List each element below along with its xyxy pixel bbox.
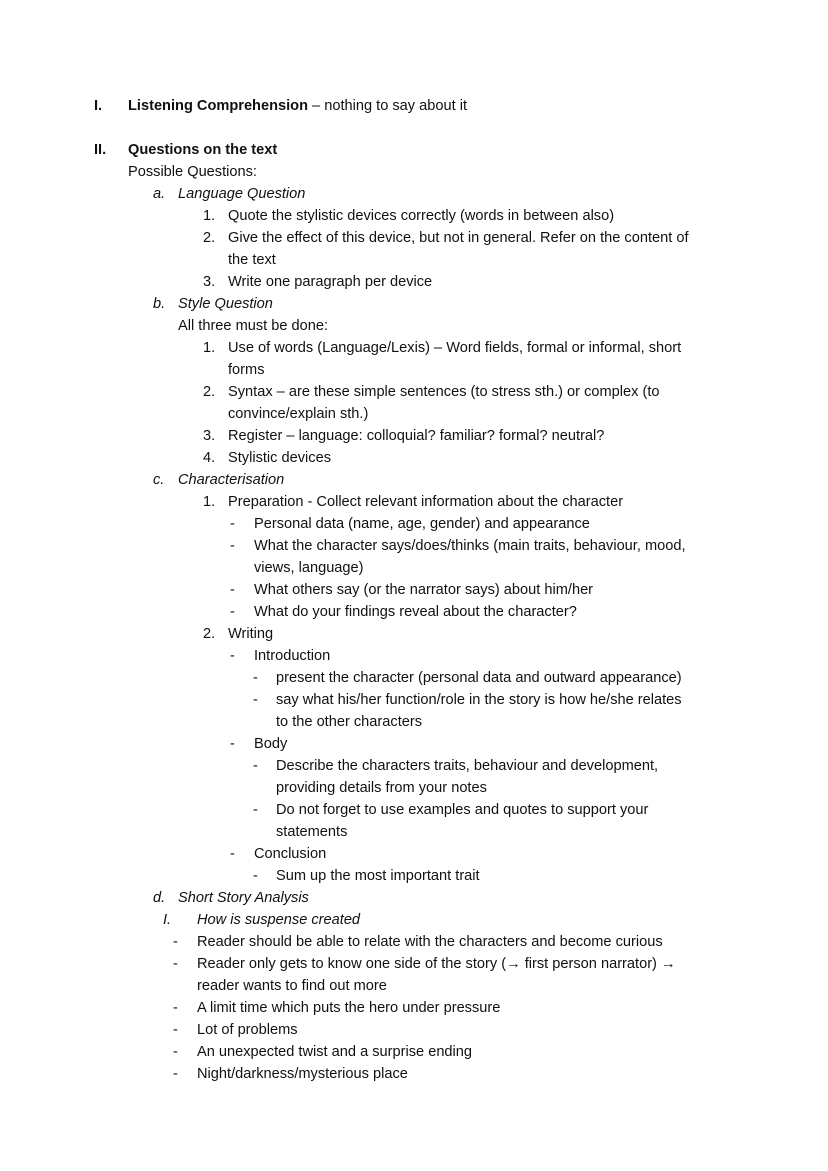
list-item-text: Register – language: colloquial? familiar? formal? neutral? — [228, 428, 605, 444]
bullet-text: A limit time which puts the hero under pressure — [197, 1000, 501, 1016]
subsection-title: Short Story Analysis — [178, 890, 309, 906]
bullet-label: Body — [254, 736, 288, 752]
bullet-dash: - — [253, 692, 258, 708]
bullet-text: Personal data (name, age, gender) and appearance — [254, 516, 590, 532]
bullet-dash: - — [173, 1066, 178, 1082]
subsection-marker: a. — [153, 186, 166, 202]
section-title-note: – nothing to say about it — [308, 98, 468, 114]
list-item-text: Writing — [228, 626, 274, 642]
bullet-text: present the character (personal data and outward appearance) — [276, 670, 682, 686]
bullet-text: Reader should be able to relate with the characters and become curious — [197, 934, 663, 950]
list-number: 1. — [203, 340, 216, 356]
subsection-marker: c. — [153, 472, 165, 488]
list-number: 3. — [203, 274, 216, 290]
subsection-marker: d. — [153, 890, 166, 906]
list-item-text: Give the effect of this device, but not in general. Refer on the content of — [228, 230, 689, 246]
bullet-dash: - — [230, 538, 235, 554]
bullet-text: Reader only gets to know one side of the story (→ first person narrator) → — [197, 956, 676, 972]
bullet-dash: - — [253, 758, 258, 774]
bullet-dash: - — [230, 516, 235, 532]
bullet-dash: - — [230, 604, 235, 620]
subsection-subtitle: How is suspense created — [197, 912, 361, 928]
bullet-dash: - — [253, 670, 258, 686]
bullet-dash: - — [230, 736, 235, 752]
list-number: 2. — [203, 384, 216, 400]
section-title: Questions on the text — [128, 142, 278, 158]
subsection-numeral: I. — [163, 912, 172, 928]
bullet-text: Lot of problems — [197, 1022, 298, 1038]
bullet-dash: - — [173, 1022, 178, 1038]
bullet-label: Conclusion — [254, 846, 327, 862]
bullet-dash: - — [173, 1044, 178, 1060]
bullet-text: reader wants to find out more — [197, 978, 387, 994]
section-numeral: II. — [94, 142, 107, 158]
list-number: 2. — [203, 626, 216, 642]
list-number: 1. — [203, 494, 216, 510]
list-item-text: convince/explain sth.) — [228, 406, 369, 422]
bullet-text: What do your findings reveal about the character? — [254, 604, 577, 620]
bullet-label: Introduction — [254, 648, 331, 664]
bullet-text: views, language) — [254, 560, 364, 576]
subsection-marker: b. — [153, 296, 166, 312]
bullet-text: Sum up the most important trait — [276, 868, 480, 884]
list-item-text: forms — [228, 362, 265, 378]
list-number: 3. — [203, 428, 216, 444]
bullet-dash: - — [253, 802, 258, 818]
section-title: Listening Comprehension — [128, 98, 308, 114]
bullet-dash: - — [173, 1000, 178, 1016]
bullet-text: What others say (or the narrator says) about him/her — [254, 582, 594, 598]
bullet-text: Do not forget to use examples and quotes to support your — [276, 802, 649, 818]
subsection-title: Characterisation — [178, 472, 285, 488]
bullet-text: An unexpected twist and a surprise ending — [197, 1044, 473, 1060]
bullet-text: to the other characters — [276, 714, 423, 730]
section-numeral: I. — [94, 98, 103, 114]
bullet-text: Night/darkness/mysterious place — [197, 1066, 408, 1082]
bullet-text: providing details from your notes — [276, 780, 487, 796]
list-item-text: Write one paragraph per device — [228, 274, 433, 290]
subsection-intro: All three must be done: — [178, 318, 329, 334]
list-number: 2. — [203, 230, 216, 246]
bullet-dash: - — [173, 956, 178, 972]
bullet-dash: - — [230, 846, 235, 862]
bullet-text: statements — [276, 824, 348, 840]
bullet-dash: - — [253, 868, 258, 884]
list-item-text: Syntax – are these simple sentences (to stress sth.) or complex (to — [228, 384, 660, 400]
section-intro: Possible Questions: — [128, 164, 257, 180]
list-item-text: Quote the stylistic devices correctly (words in between also) — [228, 208, 615, 224]
bullet-text: say what his/her function/role in the story is how he/she relates — [276, 692, 682, 708]
bullet-text: What the character says/does/thinks (main traits, behaviour, mood, — [254, 538, 686, 554]
list-item-text: Preparation - Collect relevant information about the character — [228, 494, 624, 510]
list-item-text: Use of words (Language/Lexis) – Word fields, formal or informal, short — [228, 340, 682, 356]
list-number: 4. — [203, 450, 216, 466]
subsection-title: Style Question — [178, 296, 273, 312]
subsection-title: Language Question — [178, 186, 306, 202]
bullet-dash: - — [230, 648, 235, 664]
list-number: 1. — [203, 208, 216, 224]
bullet-dash: - — [173, 934, 178, 950]
list-item-text: the text — [228, 252, 276, 268]
bullet-text: Describe the characters traits, behaviour and development, — [276, 758, 659, 774]
list-item-text: Stylistic devices — [228, 450, 331, 466]
bullet-dash: - — [230, 582, 235, 598]
